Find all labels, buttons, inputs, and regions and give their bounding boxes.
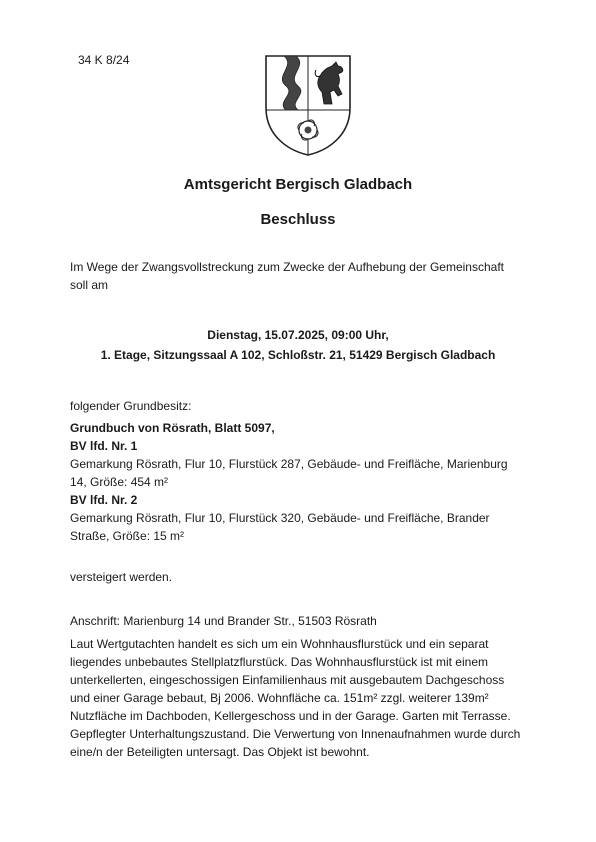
parcel-label: BV lfd. Nr. 2: [70, 493, 138, 507]
hearing-location: 1. Etage, Sitzungssaal A 102, Schloßstr. 21, 51429 Bergisch Gladbach: [100, 348, 496, 362]
intro-line: Im Wege der Zwangsvollstreckung zum Zwecke der Aufhebung der Gemeinschaft: [70, 260, 504, 274]
description-line: liegendes unbebautes Stellplatzflurstück. Das Wohnhausflurstück ist mit einem: [70, 655, 488, 669]
parcel-description: Gemarkung Rösrath, Flur 10, Flurstück 320, Gebäude- und Freifläche, Brander: [70, 511, 490, 525]
parcel-description: Gemarkung Rösrath, Flur 10, Flurstück 287, Gebäude- und Freifläche, Marienburg: [70, 457, 508, 471]
description-line: eine/n der Beteiligten untersagt. Das Objekt ist bewohnt.: [70, 745, 370, 759]
intro-paragraph: [70, 258, 530, 294]
document-title: Beschluss: [260, 211, 336, 228]
coat-of-arms-nrw-icon: [262, 52, 354, 158]
court-name: Amtsgericht Bergisch Gladbach: [183, 176, 413, 193]
property-heading: folgender Grundbesitz:: [70, 399, 192, 413]
property-section: [70, 419, 540, 545]
parcel-description: 14, Größe: 454 m²: [70, 475, 169, 489]
description-line: Laut Wertgutachten handelt es sich um ein Wohnhausflurstück und ein separat: [70, 637, 489, 651]
auction-text: versteigert werden.: [70, 570, 173, 584]
description-line: Nutzfläche im Dachboden, Kellergeschoss und in der Garage. Garten mit Terrasse.: [70, 709, 511, 723]
parcel-description: Straße, Größe: 15 m²: [70, 529, 185, 543]
land-register: Grundbuch von Rösrath, Blatt 5097,: [70, 421, 275, 435]
hearing-info: [0, 325, 596, 365]
description-line: und einer Garage bebaut, Bj 2006. Wohnfläche ca. 151m² zzgl. weiterer 139m²: [70, 691, 489, 705]
property-description: [70, 635, 540, 761]
intro-line: soll am: [70, 278, 109, 292]
description-line: unterkellerten, eingeschossigen Einfamilienhaus mit ausgebautem Dachgeschoss: [70, 673, 505, 687]
file-reference: 34 K 8/24: [78, 53, 130, 67]
parcel-label: BV lfd. Nr. 1: [70, 439, 138, 453]
description-line: Gepflegter Unterhaltungszustand. Die Verwertung von Innenaufnahmen wurde durch: [70, 727, 521, 741]
hearing-date: Dienstag, 15.07.2025, 09:00 Uhr,: [207, 328, 389, 342]
property-address: Anschrift: Marienburg 14 und Brander Str., 51503 Rösrath: [70, 614, 377, 628]
